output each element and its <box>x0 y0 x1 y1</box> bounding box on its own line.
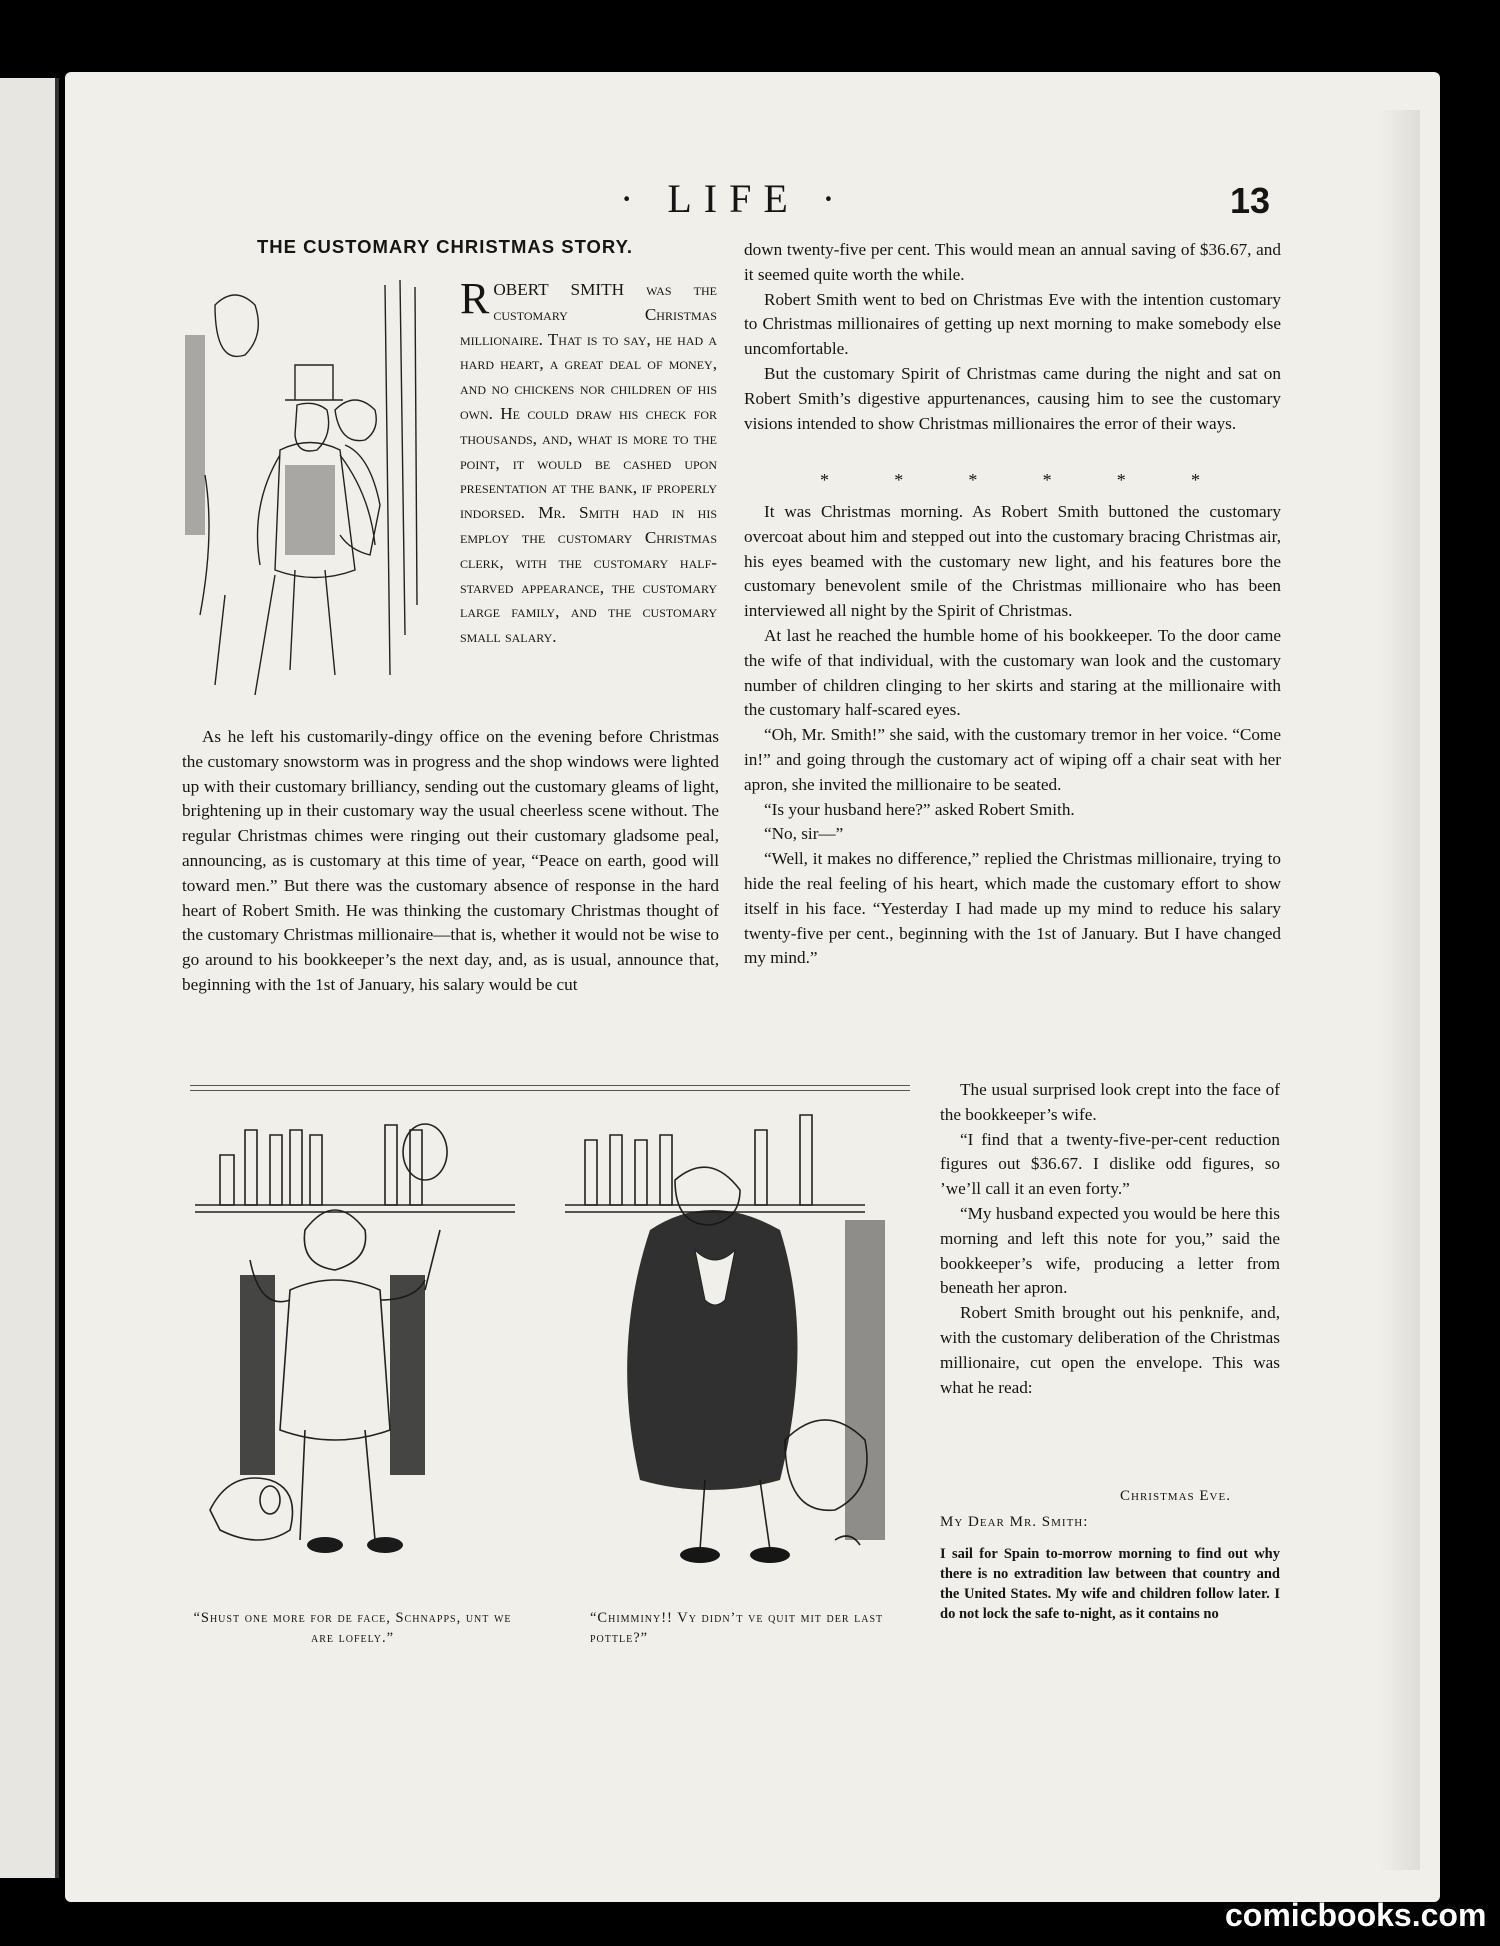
cartoon-panel-left <box>185 1100 540 1570</box>
story-paragraph-3: down twenty-five per cent. This would mean an annual saving of $36.67, and it seemed quite worth the while. <box>744 240 1281 284</box>
story-paragraph-11: “Well, it makes no difference,” replied the Christmas millionaire, trying to hide the real feeling of his heart, which made the customary effort to show itself in his face. “Yesterday I had made up my mind to reduce his salary twenty-five per cent., beginning with the 1st of January. But I have changed my mind.” <box>744 849 1281 968</box>
previous-page-edge <box>0 78 59 1878</box>
cartoon-man-with-mirror <box>185 1100 540 1570</box>
page-number: 13 <box>1230 180 1271 221</box>
story-column-right <box>744 238 1281 436</box>
story-paragraph-15: Robert Smith brought out his penknife, and, with the customary deliberation of the Christmas millionaire, cut open the envelope. This was what he read: <box>940 1303 1280 1397</box>
section-separator: * * * * * * <box>820 470 1200 490</box>
running-head: · LIFE · <box>620 176 848 221</box>
page-gutter-shadow <box>1380 110 1420 1870</box>
cartoon-panel-right <box>555 1100 935 1570</box>
story-column-left-top <box>460 274 717 650</box>
letter-date: Christmas Eve. <box>1120 1488 1231 1504</box>
site-watermark: comicbooks.com <box>1225 1897 1487 1933</box>
story-paragraph-7: At last he reached the humble home of his bookkeeper. To the door came the wife of that individual, with the customary wan look and the customary number of children clinging to her skirts and staring at the millionaire with the customary half-scared eyes. <box>744 625 1281 720</box>
story-paragraph-4: Robert Smith went to bed on Christmas Eve with the intention customary to Christmas millionaires of getting up next morning to make somebody else uncomfortable. <box>744 289 1281 359</box>
story-paragraph-10: “No, sir—” <box>764 824 844 844</box>
story-column-narrow <box>940 1078 1280 1400</box>
story-column-left-bottom <box>182 725 719 998</box>
story-paragraph-9: “Is your husband here?” asked Robert Smith. <box>764 799 1075 819</box>
story-paragraph-8: “Oh, Mr. Smith!” she said, with the customary tremor in her voice. “Come in!” and going through the customary act of wiping off a chair seat with her apron, she invited the millionaire to be seated. <box>744 725 1281 794</box>
millionaire-sketch <box>185 275 440 700</box>
letter-salutation: My Dear Mr. Smith: <box>940 1514 1089 1530</box>
cartoon-caption-left: “Shust one more for de face, Schnapps, unt we are lofely.” <box>193 1610 512 1646</box>
story-column-right-continued <box>744 500 1281 971</box>
drop-cap: R <box>460 274 490 323</box>
story-paragraph-5: But the customary Spirit of Christmas came during the night and sat on Robert Smith’s digestive appurtenances, causing him to see the customary visions intended to show Christmas millionaires the error of their ways. <box>744 363 1281 433</box>
letter-body: I sail for Spain to-morrow morning to find out why there is no extradition law between that country and the United States. My wife and children follow later. I do not lock the safe to-night, as it contains no <box>940 1546 1280 1622</box>
story-paragraph-1: ROBERT SMITH was the customary Christmas millionaire. That is to say, he had a hard heart, a great deal of money, and no chickens nor children of his own. He could draw his check for thousands, and, what is more to the point, it would be cashed upon presentation at the bank, if properly indorsed. Mr. Smith had in his employ the customary Christmas clerk, with the customary half-starved appearance, the customary large family, and the customary small salary. <box>460 274 717 647</box>
cartoon-man-at-shelf <box>555 1100 935 1570</box>
story-paragraph-14: “My husband expected you would be here this morning and left this note for you,” said the bookkeeper’s wife, producing a letter from beneath her apron. <box>940 1203 1280 1298</box>
cartoon-divider-rule <box>190 1085 910 1091</box>
story-paragraph-6: It was Christmas morning. As Robert Smith buttoned the customary overcoat about him and stepped out into the customary bracing Christmas air, his eyes beamed with the customary new light, and his features bore the customary benevolent smile of the Christmas millionaire who has been interviewed all night by the Spirit of Christmas. <box>744 502 1281 621</box>
story-paragraph-13: “I find that a twenty-five-per-cent reduction figures out $36.67. I dislike odd figures, so ’we’ll call it an even forty.” <box>940 1129 1280 1199</box>
cartoon-caption-right: “Chimminy!! Vy didn’t ve quit mit der last pottle?” <box>590 1610 884 1646</box>
story-title: THE CUSTOMARY CHRISTMAS STORY. <box>256 236 634 257</box>
story-paragraph-12: The usual surprised look crept into the face of the bookkeeper’s wife. <box>940 1080 1280 1124</box>
illustration-millionaire-and-child <box>185 275 440 700</box>
story-paragraph-2: As he left his customarily-dingy office on the evening before Christmas the customary snowstorm was in progress and the shop windows were lighted up with their customary brilliancy, sending out the customary gleams of light, brightening up in their customary way the usual cheerless scene without. The regular Christmas chimes were ringing out their customary gladsome peal, announcing, as is customary at this time of year, “Peace on earth, good will toward men.” But there was the customary absence of response in the hard heart of Robert Smith. He was thinking the customary Christmas thought of the customary Christmas millionaire—that is, whether it would not be wise to go around to his bookkeeper’s the next day, and, as is usual, announce that, beginning with the 1st of January, his salary would be cut <box>182 727 719 994</box>
